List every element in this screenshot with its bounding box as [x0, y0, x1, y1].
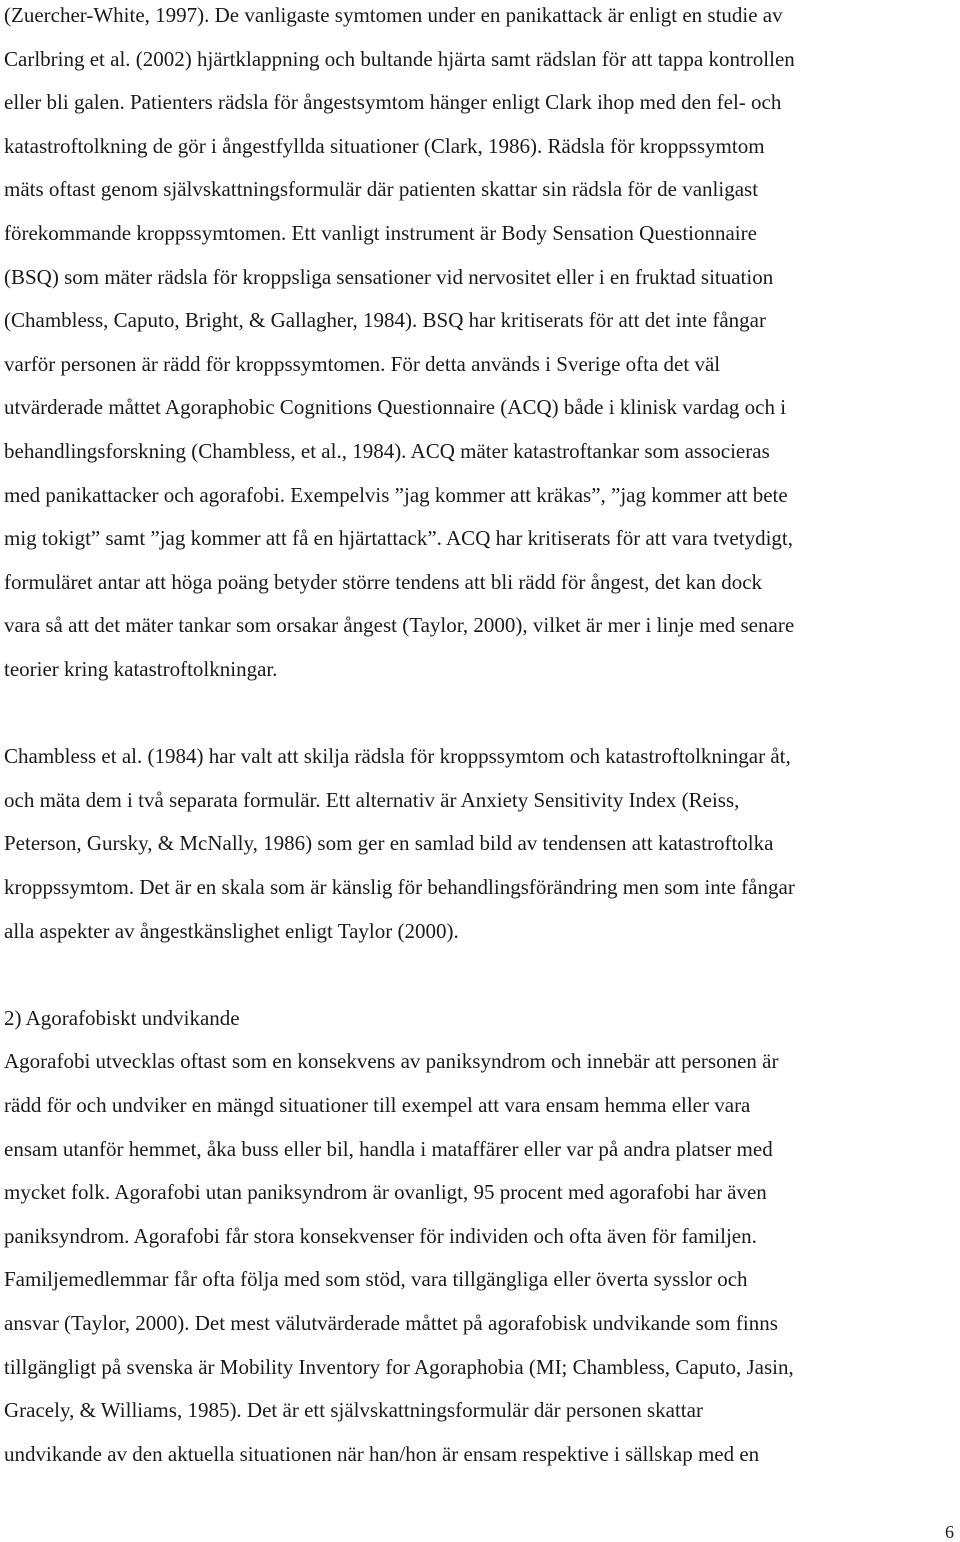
text-line: vara så att det mäter tankar som orsakar ångest (Taylor, 2000), vilket är mer i linje med senare: [4, 613, 795, 638]
text-line: varför personen är rädd för kroppssymtomen. För detta används i Sverige ofta det väl: [4, 351, 721, 376]
text-line: med panikattacker och agorafobi. Exempelvis ”jag kommer att kräkas”, ”jag kommer att bete: [4, 482, 788, 507]
text-line: formuläret antar att höga poäng betyder större tendens att bli rädd för ångest, det kan dock: [4, 569, 763, 594]
text-line: Chambless et al. (1984) har valt att skilja rädsla för kroppssymtom och katastroftolkningar åt,: [4, 744, 791, 769]
text-line: Carlbring et al. (2002) hjärtklappning och bultande hjärta samt rädslan för att tappa kontrollen: [4, 46, 795, 71]
text-line: (Chambless, Caputo, Bright, & Gallagher, 1984). BSQ har kritiserats för att det inte fångar: [4, 308, 766, 333]
text-line: Gracely, & Williams, 1985). Det är ett självskattningsformulär där personen skattar: [4, 1398, 703, 1423]
text-line: (BSQ) som mäter rädsla för kroppsliga sensationer vid nervositet eller i en fruktad situation: [4, 264, 774, 289]
text-line: undvikande av den aktuella situationen när han/hon är ensam respektive i sällskap med en: [4, 1441, 760, 1466]
text-line: katastroftolkning de gör i ångestfyllda situationer (Clark, 1986). Rädsla för kroppssymtom: [4, 133, 765, 158]
text-line: Agorafobi utvecklas oftast som en konsekvens av paniksyndrom och innebär att personen är: [4, 1049, 779, 1074]
text-line: alla aspekter av ångestkänslighet enligt Taylor (2000).: [4, 918, 459, 943]
text-line: eller bli galen. Patienters rädsla för ångestsymtom hänger enligt Clark ihop med den fel- och: [4, 90, 782, 115]
text-line: paniksyndrom. Agorafobi får stora konsekvenser för individen och ofta även för familjen.: [4, 1223, 757, 1248]
text-line: Familjemedlemmar får ofta följa med som stöd, vara tillgängliga eller överta sysslor och: [4, 1267, 748, 1292]
text-line: förekommande kroppssymtomen. Ett vanligt instrument är Body Sensation Questionnaire: [4, 221, 757, 245]
text-line: ensam utanför hemmet, åka buss eller bil, handla i mataffärer eller var på andra platser med: [4, 1136, 773, 1161]
text-line: och mäta dem i två separata formulär. Ett alternativ är Anxiety Sensitivity Index (Reiss,: [4, 787, 740, 812]
text-line: ansvar (Taylor, 2000). Det mest välutvärderade måttet på agorafobisk undvikande som finns: [4, 1311, 778, 1335]
text-line: kroppssymtom. Det är en skala som är känslig för behandlingsförändring men som inte fångar: [4, 875, 795, 899]
text-line: mig tokigt” samt ”jag kommer att få en hjärtattack”. ACQ har kritiserats för att vara tvetydigt,: [4, 526, 793, 551]
text-line: behandlingsforskning (Chambless, et al., 1984). ACQ mäter katastroftankar som associeras: [4, 439, 770, 463]
text-line: utvärderade måttet Agoraphobic Cognitions Questionnaire (ACQ) både i klinisk vardag och i: [4, 395, 787, 420]
text-line: mycket folk. Agorafobi utan paniksyndrom är ovanligt, 95 procent med agorafobi har även: [4, 1180, 767, 1205]
text-line: (Zuercher-White, 1997). De vanligaste symtomen under en panikattack är enligt en studie av: [4, 3, 783, 27]
text-line: tillgängligt på svenska är Mobility Inventory for Agoraphobia (MI; Chambless, Caputo, Jasin,: [4, 1354, 794, 1379]
text-line: teorier kring katastroftolkningar.: [4, 657, 278, 681]
text-line: mäts oftast genom självskattningsformulär där patienten skattar sin rädsla för de vanligast: [4, 177, 759, 202]
page-number: 6: [945, 1522, 954, 1542]
section-heading: 2) Agorafobiskt undvikande: [4, 1005, 240, 1030]
text-line: rädd för och undviker en mängd situationer till exempel att vara ensam hemma eller vara: [4, 1093, 751, 1117]
text-line: Peterson, Gursky, & McNally, 1986) som ger en samlad bild av tendensen att katastroftolka: [4, 831, 774, 856]
